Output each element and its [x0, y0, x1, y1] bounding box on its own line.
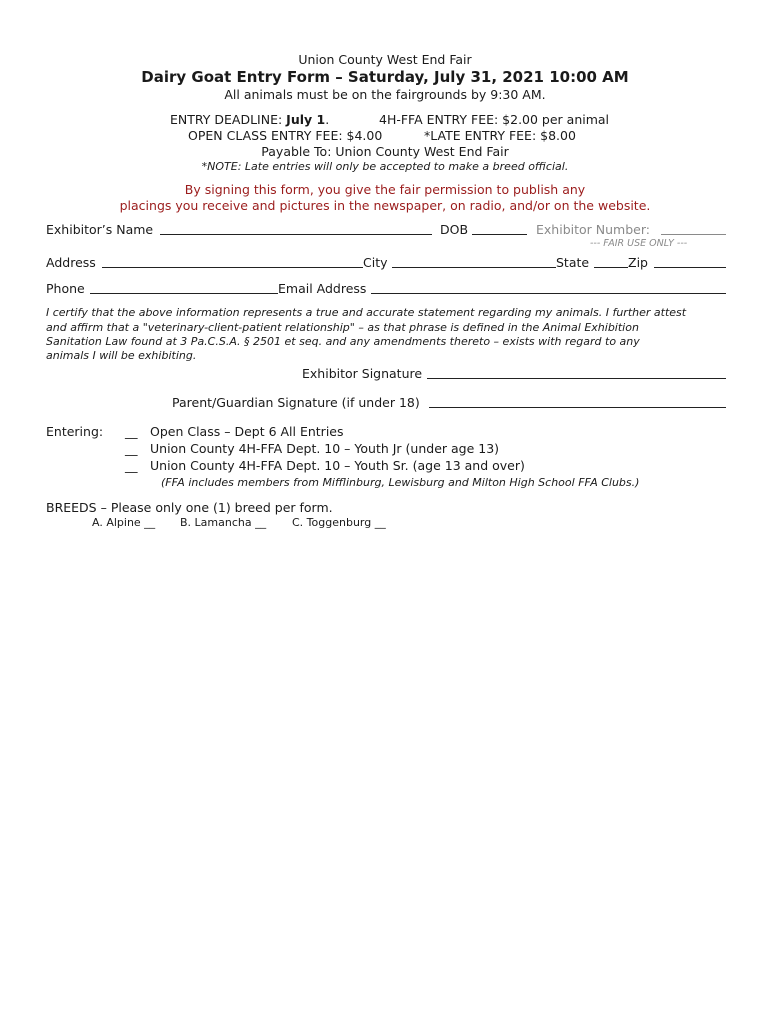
- state-field[interactable]: [594, 255, 628, 268]
- address-label: Address: [46, 255, 96, 270]
- email-label: Email Address: [278, 281, 367, 296]
- address-field[interactable]: [102, 255, 363, 268]
- certification-line-2: and affirm that a "veterinary-client-patient relationship" – as that phrase is defined in the Animal Exhibition: [46, 321, 639, 334]
- breeds-heading: BREEDS – Please only one (1) breed per form.: [46, 500, 333, 515]
- late-entries-note: *NOTE: Late entries will only be accepted to make a breed official.: [201, 160, 569, 173]
- parent-signature-label: Parent/Guardian Signature (if under 18): [172, 395, 420, 410]
- entering-option-youth-jr: Union County 4H-FFA Dept. 10 – Youth Jr (under age 13): [150, 441, 500, 456]
- permission-line-2: placings you receive and pictures in the newspaper, on radio, and/or on the website.: [119, 198, 651, 213]
- state-label: State: [556, 255, 590, 270]
- breed-option-lamancha[interactable]: B. Lamancha __: [180, 516, 267, 529]
- form-title: Dairy Goat Entry Form – Saturday, July 31, 2021 10:00 AM: [141, 68, 629, 86]
- zip-label: Zip: [628, 255, 648, 270]
- late-entry-fee: *LATE ENTRY FEE: $8.00: [424, 128, 576, 143]
- phone-label: Phone: [46, 281, 85, 296]
- open-class-fee: OPEN CLASS ENTRY FEE: $4.00: [188, 128, 383, 143]
- entry-deadline: ENTRY DEADLINE: July 1.: [170, 112, 330, 127]
- fair-use-only: --- FAIR USE ONLY ---: [590, 238, 688, 249]
- breed-option-alpine[interactable]: A. Alpine __: [92, 516, 156, 529]
- city-field[interactable]: [392, 255, 556, 268]
- fair-name: Union County West End Fair: [298, 52, 472, 67]
- exhibitor-name-label: Exhibitor’s Name: [46, 222, 154, 237]
- breed-option-toggenburg[interactable]: C. Toggenburg __: [292, 516, 386, 529]
- ffa-clubs-note: (FFA includes members from Mifflinburg, Lewisburg and Milton High School FFA Clubs.): [161, 476, 640, 489]
- certification-line-4: animals I will be exhibiting.: [46, 349, 197, 362]
- exhibitor-name-field[interactable]: [160, 222, 432, 235]
- payable-to: Payable To: Union County West End Fair: [261, 144, 509, 159]
- certification-line-1: I certify that the above information represents a true and accurate statement regarding my animals. I further attest: [46, 306, 687, 319]
- entering-option-youth-sr: Union County 4H-FFA Dept. 10 – Youth Sr. (age 13 and over): [150, 458, 525, 473]
- deadline-date: July 1: [286, 112, 326, 127]
- entering-label: Entering:: [46, 424, 104, 439]
- ffa-entry-fee: 4H-FFA ENTRY FEE: $2.00 per animal: [379, 112, 610, 127]
- entering-checkbox-open[interactable]: __: [125, 424, 138, 439]
- zip-field[interactable]: [654, 255, 726, 268]
- permission-line-1: By signing this form, you give the fair permission to publish any: [184, 182, 586, 197]
- exhibitor-signature-label: Exhibitor Signature: [302, 366, 423, 381]
- parent-signature-field[interactable]: [429, 395, 726, 408]
- exhibitor-signature-field[interactable]: [427, 366, 726, 379]
- email-field[interactable]: [371, 281, 726, 294]
- city-label: City: [363, 255, 388, 270]
- entering-option-open-class: Open Class – Dept 6 All Entries: [150, 424, 344, 439]
- dob-field[interactable]: [472, 222, 527, 235]
- exhibitor-number-label: Exhibitor Number:: [536, 222, 650, 237]
- dob-label: DOB: [440, 222, 469, 237]
- arrival-note: All animals must be on the fairgrounds by 9:30 AM.: [224, 87, 546, 102]
- phone-field[interactable]: [90, 281, 278, 294]
- certification-line-3: Sanitation Law found at 3 Pa.C.S.A. § 2501 et seq. and any amendments thereto – exists with regard to any: [46, 335, 640, 348]
- exhibitor-number-field[interactable]: [661, 222, 726, 235]
- entering-checkbox-youth-sr[interactable]: __: [125, 458, 138, 473]
- entering-checkbox-youth-jr[interactable]: __: [125, 441, 138, 456]
